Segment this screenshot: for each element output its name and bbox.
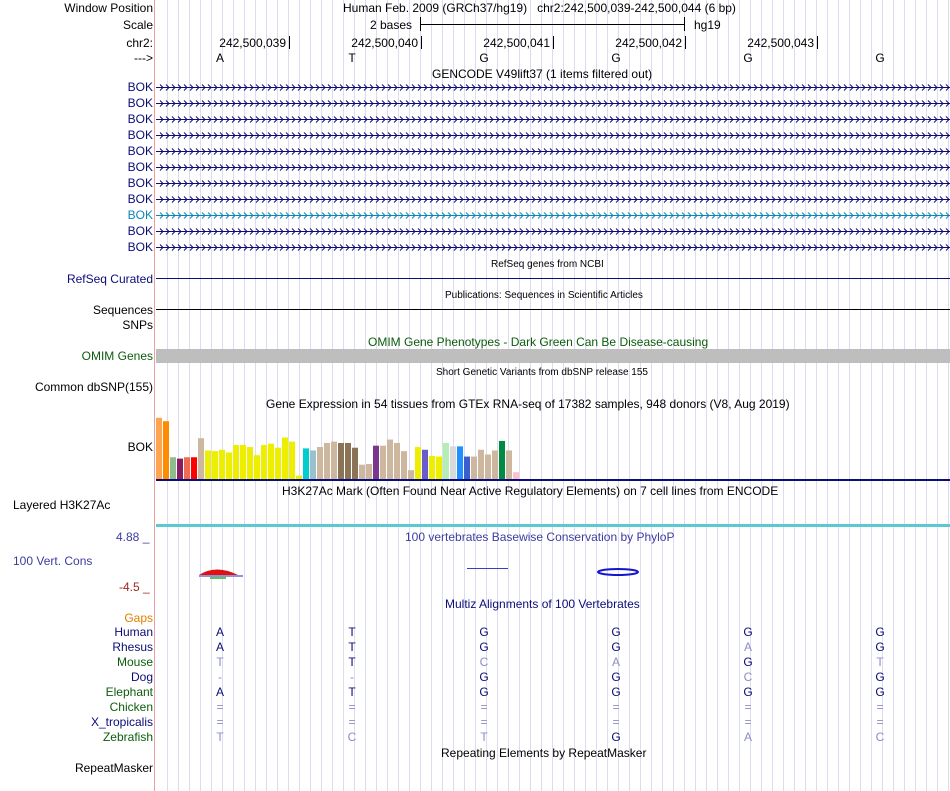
- gencode-transcript[interactable]: [156, 242, 950, 252]
- phylop-peak-3: [596, 566, 644, 578]
- assembly-label: hg19: [694, 18, 721, 32]
- gtex-tissue-bar[interactable]: [331, 442, 337, 479]
- gencode-transcript[interactable]: [156, 194, 950, 204]
- gtex-tissue-bar[interactable]: [254, 455, 260, 479]
- refseq-title: RefSeq genes from NCBI: [491, 259, 604, 270]
- aligned-base: C: [875, 730, 885, 744]
- omim-feature[interactable]: [156, 349, 950, 363]
- gencode-item-label[interactable]: BOK: [127, 240, 153, 254]
- window-position-value: Human Feb. 2009 (GRCh37/hg19) chr2:242,500,039-242,500,044 (6 bp): [343, 1, 736, 15]
- base-letter: G: [743, 51, 753, 65]
- gtex-tissue-bar[interactable]: [485, 455, 491, 479]
- scale-label: Scale: [122, 18, 153, 32]
- gtex-tissue-bar[interactable]: [492, 450, 498, 479]
- gencode-title: GENCODE V49lift37 (1 items filtered out): [432, 67, 653, 81]
- aligned-base: T: [480, 730, 488, 744]
- gtex-tissue-bar[interactable]: [499, 441, 505, 479]
- gtex-tissue-bar[interactable]: [275, 448, 281, 479]
- gtex-tissue-bar[interactable]: [282, 438, 288, 479]
- aligned-base: T: [348, 685, 356, 699]
- gencode-transcript[interactable]: [156, 226, 950, 236]
- gencode-item-label[interactable]: BOK: [127, 192, 153, 206]
- gtex-tissue-bar[interactable]: [247, 447, 253, 479]
- h3k27ac-title: H3K27Ac Mark (Often Found Near Active Regulatory Elements) on 7 cell lines from ENCODE: [282, 484, 779, 498]
- gtex-tissue-bar[interactable]: [457, 446, 463, 479]
- species-label[interactable]: X_tropicalis: [90, 715, 153, 729]
- gtex-tissue-bar[interactable]: [317, 447, 323, 479]
- gtex-tissue-bar[interactable]: [156, 418, 162, 479]
- species-label[interactable]: Chicken: [109, 700, 153, 714]
- aligned-base: =: [216, 700, 224, 714]
- species-label[interactable]: Human: [114, 625, 153, 639]
- base-letter: A: [215, 51, 224, 65]
- gtex-tissue-bar[interactable]: [408, 470, 414, 479]
- aligned-base: G: [479, 625, 489, 639]
- aligned-base: G: [875, 670, 885, 684]
- gtex-tissue-bar[interactable]: [429, 456, 435, 479]
- gtex-tissue-bar[interactable]: [401, 451, 407, 479]
- gtex-tissue-bar[interactable]: [170, 457, 176, 479]
- gtex-tissue-bar[interactable]: [352, 448, 358, 479]
- aligned-base: -: [350, 670, 354, 684]
- gencode-item-label[interactable]: BOK: [127, 112, 153, 126]
- aligned-base: =: [612, 715, 620, 729]
- phylop-max-label: 4.88 _: [116, 530, 150, 544]
- h3k27ac-signal: [156, 524, 950, 527]
- pubs-title: Publications: Sequences in Scientific Articles: [445, 290, 643, 301]
- gencode-item-label[interactable]: BOK: [127, 80, 153, 94]
- gencode-item-label[interactable]: BOK: [127, 144, 153, 158]
- gencode-transcript[interactable]: [156, 178, 950, 188]
- aligned-base: -: [218, 670, 222, 684]
- base-letter: T: [348, 51, 356, 65]
- gtex-tissue-bar[interactable]: [226, 452, 232, 479]
- gtex-tissue-bar[interactable]: [394, 443, 400, 479]
- gtex-tissue-bar[interactable]: [184, 457, 190, 479]
- phylop-peak-2: [466, 564, 511, 572]
- aligned-base: =: [348, 715, 356, 729]
- gtex-tissue-bar[interactable]: [359, 465, 365, 479]
- gtex-tissue-bar[interactable]: [324, 443, 330, 479]
- gtex-tissue-bar[interactable]: [471, 457, 477, 479]
- gencode-transcript[interactable]: [156, 114, 950, 124]
- aligned-base: G: [611, 625, 621, 639]
- gtex-baseline: [156, 479, 950, 481]
- position-tick-label: 242,500,039: [219, 36, 286, 50]
- gtex-tissue-bar[interactable]: [289, 442, 295, 479]
- gtex-tissue-bar[interactable]: [422, 450, 428, 479]
- aligned-base: =: [744, 715, 752, 729]
- position-tick-label: 242,500,042: [615, 36, 682, 50]
- gencode-item-label[interactable]: BOK: [127, 208, 153, 222]
- aligned-base: G: [875, 625, 885, 639]
- aligned-base: G: [875, 640, 885, 654]
- sequences-label[interactable]: Sequences: [92, 303, 153, 317]
- gencode-item-label[interactable]: BOK: [127, 224, 153, 238]
- aligned-base: =: [216, 715, 224, 729]
- aligned-base: A: [611, 655, 620, 669]
- position-tick: [817, 36, 818, 49]
- aligned-base: =: [612, 700, 620, 714]
- base-letter: G: [875, 51, 885, 65]
- aligned-base: G: [479, 685, 489, 699]
- gtex-tissue-bar[interactable]: [366, 464, 372, 479]
- aligned-base: G: [611, 670, 621, 684]
- gtex-tissue-bar[interactable]: [464, 457, 470, 479]
- aligned-base: =: [876, 715, 884, 729]
- gtex-tissue-bar[interactable]: [163, 421, 169, 479]
- gtex-title: Gene Expression in 54 tissues from GTEx RNA-seq of 17382 samples, 948 donors (V8, Aug 2019): [266, 397, 790, 411]
- scale-value: 2 bases: [370, 18, 413, 32]
- position-tick: [553, 36, 554, 49]
- gtex-tissue-bar[interactable]: [219, 450, 225, 479]
- species-label[interactable]: Rhesus: [112, 640, 153, 654]
- chrom-label: chr2:: [126, 36, 153, 50]
- aligned-base: G: [611, 685, 621, 699]
- aligned-base: T: [216, 655, 224, 669]
- species-label[interactable]: Elephant: [105, 685, 153, 699]
- gtex-tissue-bar[interactable]: [478, 450, 484, 479]
- omim-label[interactable]: OMIM Genes: [81, 349, 153, 363]
- gtex-tissue-bar[interactable]: [415, 447, 421, 479]
- gencode-transcript[interactable]: [156, 130, 950, 140]
- window-position-label: Window Position: [64, 1, 153, 15]
- gencode-transcript[interactable]: [156, 98, 950, 108]
- gtex-tissue-bar[interactable]: [240, 445, 246, 479]
- gaps-label[interactable]: Gaps: [124, 611, 153, 625]
- refseq-line: [156, 278, 950, 279]
- left-margin-line: [154, 0, 155, 791]
- multiz-title: Multiz Alignments of 100 Vertebrates: [445, 597, 640, 611]
- aligned-base: T: [348, 655, 356, 669]
- aligned-base: A: [215, 625, 224, 639]
- aligned-base: A: [215, 685, 224, 699]
- gtex-tissue-bar[interactable]: [303, 448, 309, 479]
- gtex-tissue-bar[interactable]: [513, 472, 519, 479]
- pubs-line: [156, 309, 950, 310]
- gtex-tissue-bar[interactable]: [310, 450, 316, 479]
- position-tick: [289, 36, 290, 49]
- aligned-base: =: [744, 700, 752, 714]
- gtex-tissue-bar[interactable]: [233, 445, 239, 479]
- aligned-base: C: [479, 655, 489, 669]
- aligned-base: T: [348, 625, 356, 639]
- gencode-item-label[interactable]: BOK: [127, 176, 153, 190]
- gtex-tissue-bar[interactable]: [380, 446, 386, 479]
- aligned-base: A: [215, 640, 224, 654]
- dbsnp-label[interactable]: Common dbSNP(155): [34, 380, 153, 394]
- gtex-tissue-bar[interactable]: [450, 446, 456, 479]
- gtex-tissue-bar[interactable]: [268, 444, 274, 479]
- aligned-base: G: [479, 640, 489, 654]
- gtex-tissue-bar[interactable]: [373, 446, 379, 479]
- gtex-tissue-bar[interactable]: [387, 440, 393, 479]
- gencode-transcript[interactable]: [156, 82, 950, 92]
- gtex-tissue-bar[interactable]: [198, 438, 204, 479]
- position-tick-label: 242,500,040: [351, 36, 418, 50]
- gtex-tissue-bar[interactable]: [212, 451, 218, 479]
- species-label[interactable]: Zebrafish: [102, 730, 153, 744]
- base-letter: G: [479, 51, 489, 65]
- aligned-base: A: [743, 730, 752, 744]
- gencode-item-label[interactable]: BOK: [127, 128, 153, 142]
- phylop-peak-1: [196, 564, 246, 582]
- gtex-tissue-bar[interactable]: [338, 443, 344, 479]
- aligned-base: G: [743, 655, 753, 669]
- aligned-base: G: [479, 670, 489, 684]
- gtex-tissue-bar[interactable]: [443, 443, 449, 479]
- phylop-min-label: -4.5 _: [119, 580, 150, 594]
- position-tick: [421, 36, 422, 49]
- aligned-base: G: [743, 625, 753, 639]
- gtex-tissue-bar[interactable]: [261, 445, 267, 479]
- gencode-transcript[interactable]: [156, 210, 950, 220]
- aligned-base: =: [480, 700, 488, 714]
- species-label[interactable]: Mouse: [116, 655, 153, 669]
- gtex-tissue-bar[interactable]: [191, 457, 197, 479]
- omim-title: OMIM Gene Phenotypes - Dark Green Can Be Disease-causing: [368, 335, 709, 349]
- gencode-transcript[interactable]: [156, 162, 950, 172]
- phylop-title: 100 vertebrates Basewise Conservation by PhyloP: [405, 530, 675, 544]
- aligned-base: C: [743, 670, 753, 684]
- h3k27ac-label[interactable]: Layered H3K27Ac: [13, 498, 111, 512]
- refseq-label[interactable]: RefSeq Curated: [66, 272, 153, 286]
- gencode-item-label[interactable]: BOK: [127, 96, 153, 110]
- aligned-base: G: [743, 685, 753, 699]
- aligned-base: =: [876, 700, 884, 714]
- gtex-chart[interactable]: [155, 410, 535, 480]
- snps-label[interactable]: SNPs: [122, 318, 153, 332]
- species-label[interactable]: Dog: [130, 670, 153, 684]
- aligned-base: C: [347, 730, 357, 744]
- aligned-base: =: [480, 715, 488, 729]
- gtex-tissue-bar[interactable]: [205, 450, 211, 479]
- aligned-base: T: [348, 640, 356, 654]
- gencode-item-label[interactable]: BOK: [127, 160, 153, 174]
- position-tick-label: 242,500,041: [483, 36, 550, 50]
- base-letter: G: [611, 51, 621, 65]
- aligned-base: G: [875, 685, 885, 699]
- gtex-tissue-bar[interactable]: [436, 457, 442, 479]
- aligned-base: T: [216, 730, 224, 744]
- gtex-tissue-bar[interactable]: [506, 450, 512, 479]
- repeatmasker-label[interactable]: RepeatMasker: [74, 761, 153, 775]
- scale-bar: [420, 17, 686, 31]
- strand-label: --->: [134, 51, 153, 65]
- aligned-base: G: [611, 730, 621, 744]
- position-tick: [685, 36, 686, 49]
- repeatmasker-title: Repeating Elements by RepeatMasker: [441, 746, 647, 760]
- gtex-label[interactable]: BOK: [127, 440, 153, 454]
- aligned-base: T: [876, 655, 884, 669]
- gtex-tissue-bar[interactable]: [177, 459, 183, 479]
- phylop-label[interactable]: 100 Vert. Cons: [13, 554, 93, 568]
- aligned-base: A: [743, 640, 752, 654]
- dbsnp-title: Short Genetic Variants from dbSNP release 155: [436, 367, 648, 378]
- aligned-base: G: [611, 640, 621, 654]
- gencode-transcript[interactable]: [156, 146, 950, 156]
- aligned-base: =: [348, 700, 356, 714]
- gtex-tissue-bar[interactable]: [345, 443, 351, 479]
- position-tick-label: 242,500,043: [747, 36, 814, 50]
